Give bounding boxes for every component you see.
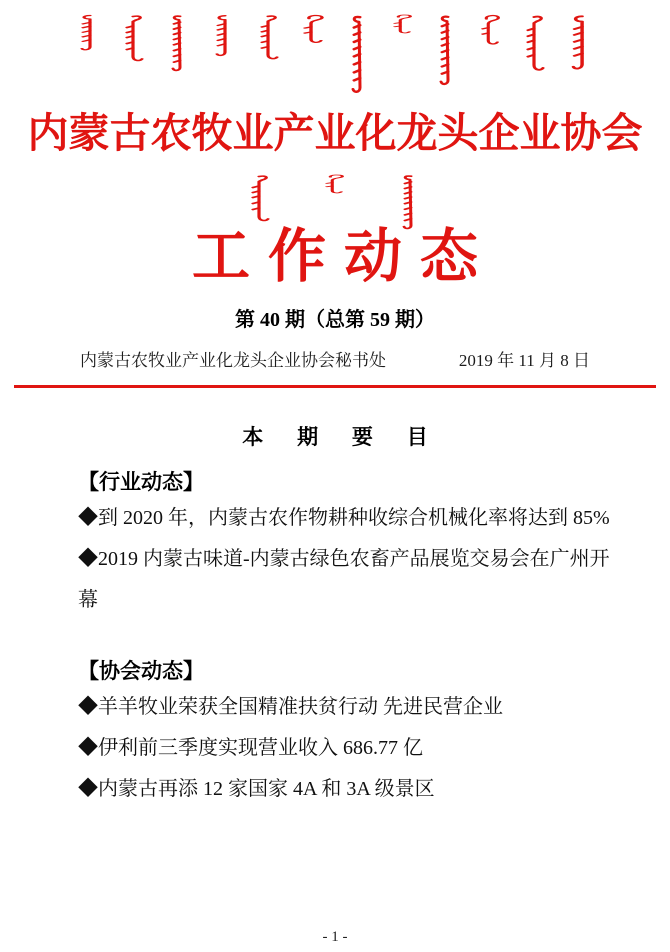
publish-date: 2019 年 11 月 8 日	[458, 350, 590, 370]
issue-line: 第 40 期（总第 59 期）	[235, 308, 435, 331]
mongolian-word-icon	[324, 174, 346, 198]
toc-item: ◆羊羊牧业荣获全国精准扶贫行动 先进民营企业	[78, 695, 503, 718]
mongolian-word-icon	[523, 14, 547, 74]
org-name-title: 内蒙古农牧业产业化龙头企业协会	[27, 110, 643, 156]
mongolian-word-icon	[347, 14, 371, 94]
mongolian-word-icon	[568, 14, 594, 72]
mongolian-word-icon	[212, 14, 236, 58]
mongolian-word-icon	[435, 14, 459, 86]
mongolian-word-icon	[392, 14, 414, 38]
mongolian-word-icon	[248, 174, 272, 224]
section-title: 【协会动态】	[78, 659, 204, 683]
mongolian-word-icon	[167, 14, 191, 72]
page-number: - 1 -	[322, 929, 348, 945]
toc-item: ◆到 2020 年，内蒙古农作物耕种收综合机械化率将达到 85%	[78, 506, 610, 529]
toc-heading: 本 期 要 目	[242, 425, 442, 449]
bulletin-title: 工作动态	[191, 224, 496, 290]
section-association-news	[78, 657, 610, 810]
mongolian-word-icon	[302, 14, 326, 50]
section-title: 【行业动态】	[78, 470, 204, 494]
toc-item: ◆2019 内蒙古味道-内蒙古绿色农畜产品展览交易会在广州开幕	[78, 547, 610, 611]
toc-body	[78, 468, 610, 810]
mongolian-word-icon	[257, 14, 281, 62]
mongolian-word-icon	[122, 14, 146, 64]
toc-item: ◆伊利前三季度实现营业收入 686.77 亿	[78, 736, 423, 759]
mongolian-script-subtitle	[0, 174, 670, 224]
publisher-name: 内蒙古农牧业产业化龙头企业协会秘书处	[80, 350, 386, 370]
section-industry-news	[78, 468, 610, 621]
mongolian-word-icon	[398, 174, 422, 230]
mongolian-word-icon	[77, 14, 101, 52]
mongolian-word-icon	[480, 14, 502, 52]
toc-item: ◆内蒙古再添 12 家国家 4A 和 3A 级景区	[78, 777, 435, 800]
red-divider-line	[14, 385, 656, 388]
publisher-row	[80, 349, 590, 373]
mongolian-script-banner	[0, 14, 670, 106]
